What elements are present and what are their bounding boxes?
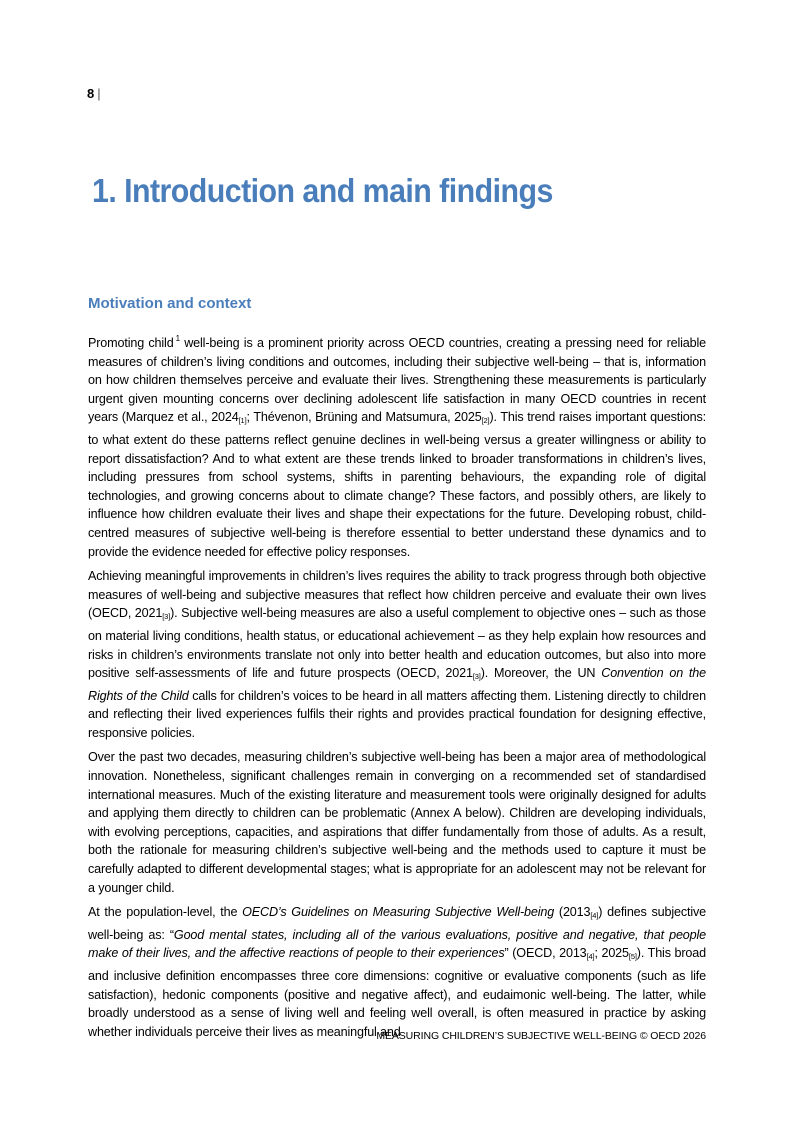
citation-ref[interactable]: [3] <box>162 612 171 622</box>
citation-ref[interactable]: [2] <box>481 416 490 426</box>
page-footer: MEASURING CHILDREN’S SUBJECTIVE WELL-BEING © OECD 2026 <box>376 1030 706 1042</box>
text-run: Promoting child <box>88 336 174 350</box>
paragraph-4 <box>88 903 706 1041</box>
text-run: ; 2025 <box>594 946 629 961</box>
chapter-title: 1. Introduction and main findings <box>92 172 553 209</box>
text-run: ). Moreover, the UN <box>480 666 602 681</box>
page-number-separator: | <box>97 86 101 101</box>
paragraph-2 <box>88 567 706 742</box>
paragraph-1 <box>88 330 706 561</box>
text-run: (2013 <box>554 905 591 920</box>
italic-title: Convention on the Rights of the Child <box>88 666 706 703</box>
citation-ref[interactable]: [4] <box>590 911 599 921</box>
text-run: well-being is a prominent priority across OECD countries, creating a pressing need for reliable measures of children’s living conditions and outcomes, including their subjective well-being – that is, information on how children themselves perceive and evaluate their lives. Strengthening these measurements is particularly urgent given mounting concerns over declining adolescent life satisfaction in many OECD countries in recent years (Marquez et al., 2024 <box>88 336 706 425</box>
citation-ref[interactable]: [3] <box>472 672 481 682</box>
italic-title: OECD’s Guidelines on Measuring Subjective Well-being <box>242 905 555 920</box>
text-run: ). This broad and inclusive definition encompasses three core dimensions: cognitive or evaluative components (such as life satisfaction), hedonic components (positive and negative affect), and eudaimonic well-being. The latter, while broadly understood as a sense of living well and feeling well overall, is often measured in practice by asking whether individuals perceive their lives as meaningful and <box>88 946 706 1039</box>
text-run: ) defines subjective well-being as: “ <box>88 905 706 942</box>
text-run: Achieving meaningful improvements in children’s lives requires the ability to track progress through both objective measures of well-being and subjective measures that reflect how children perceive and evaluate their own lives (OECD, 2021 <box>88 569 706 621</box>
text-run: ” (OECD, 2013 <box>504 946 587 961</box>
footnote-marker[interactable]: 1 <box>175 334 180 343</box>
italic-quote: Good mental states, including all of the various evaluations, positive and negative, that people make of their lives, and the affective reactions of people to their experiences <box>88 927 707 961</box>
page-number-value: 8 <box>87 86 95 101</box>
text-run: At the population-level, the <box>88 905 243 920</box>
page-number <box>87 86 101 101</box>
citation-ref[interactable]: [4] <box>586 952 595 962</box>
text-run: ). This trend raises important questions: to what extent do these patterns reflect genuine declines in well-being versus a greater willingness or ability to report dissatisfaction? And to what extent are these trends linked to broader transformations in children’s lives, including pressures from school systems, shifts in parenting behaviours, the expanding role of digital technologies, and growing concerns about to climate change? These factors, and possibly others, are likely to influence how children evaluate their lives and shape their expectations for the future. Developing robust, child-centred measures of subjective well-being is therefore essential to better understand these dynamics and to provide the evidence needed for effective policy responses. <box>88 410 706 559</box>
section-heading: Motivation and context <box>88 295 252 312</box>
body-text <box>88 330 706 1047</box>
text-run: ; Thévenon, Brüning and Matsumura, 2025 <box>246 410 482 425</box>
text-run: calls for children’s voices to be heard in all matters affecting them. Listening directly to children and reflecting their lived experiences fulfils their rights and provides practical foundation for designing effective, responsive policies. <box>88 688 706 740</box>
citation-ref[interactable]: [1] <box>238 416 247 426</box>
text-run: ). Subjective well-being measures are also a useful complement to objective ones – such as those on material living conditions, health status, or educational achievement – as they help explain how resources and risks in children’s environments translate not only into better health and education outcomes, but also into more positive self-assessments of life and future prospects (OECD, 2021 <box>88 606 706 681</box>
paragraph-3: Over the past two decades, measuring children’s subjective well-being has been a major area of methodological innovation. Nonetheless, significant challenges remain in converging on a recommended set of standardised international measures. Much of the existing literature and measurement tools were originally designed for adults and applying them directly to children can be problematic (Annex A below). Children are developing individuals, with evolving perceptions, capacities, and aspirations that differ fundamentally from those of adults. As a result, both the rationale for measuring children’s subjective well-being and the methods used to capture it must be carefully adapted to different developmental stages; what is appropriate for an adolescent may not be relevant for a younger child. <box>88 750 706 895</box>
citation-ref[interactable]: [5] <box>628 952 637 962</box>
